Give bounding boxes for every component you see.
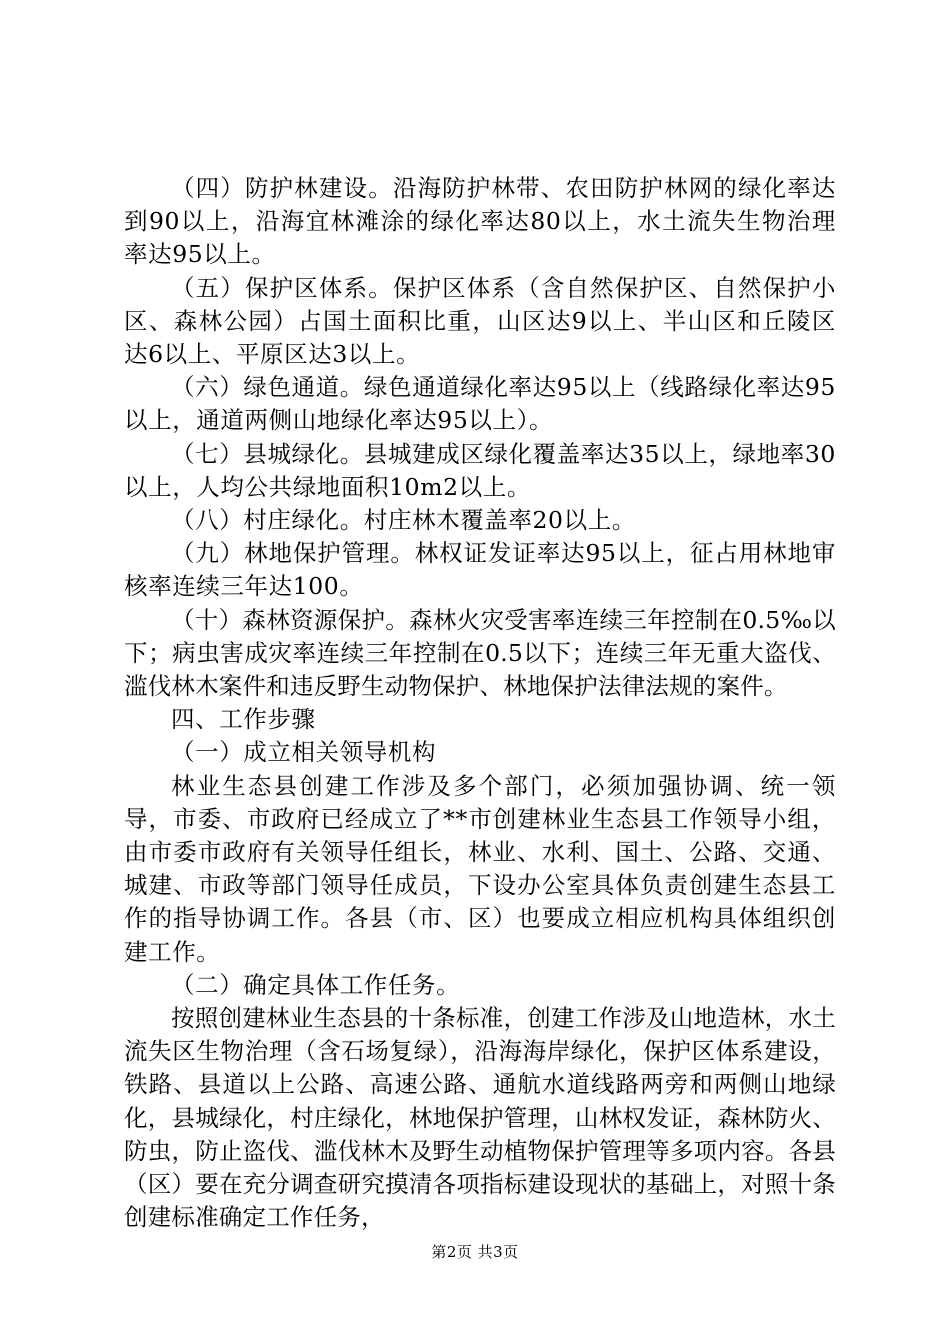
subheading-tasks: （二）确定具体工作任务。 [171, 970, 461, 999]
paragraph-reserve-system: （五）保护区体系。保护区体系（含自然保护区、自然保护小区、森林公园）占国土面积比重，山区达9以上、半山区和丘陵区达6以上、平原区达3以上。 [124, 273, 836, 369]
page-footer: 第2页 共3页 [431, 1243, 519, 1261]
paragraph-forest-protection: （十）森林资源保护。森林火灾受害率连续三年控制在0.5‰以下；病虫害成灾率连续三年控制在0.5以下；连续三年无重大盗伐、滥伐林木案件和违反野生动物保护、林地保护法律法规的案件。 [124, 605, 836, 701]
paragraph-leadership: 林业生态县创建工作涉及多个部门，必须加强协调、统一领导，市委、市政府已经成立了**市创建林业生态县工作领导小组，由市委市政府有关领导任组长，林业、水利、国土、公路、交通、城建、市政等部门领导任成员，下设办公室具体负责创建生态县工作的指导协调工作。各县（市、区）也要成立相应机构具体组织创建工作。 [124, 771, 836, 966]
document-body [124, 172, 836, 1235]
paragraph-tasks: 按照创建林业生态县的十条标准，创建工作涉及山地造林，水土流失区生物治理（含石场复绿），沿海海岸绿化，保护区体系建设，铁路、县道以上公路、高速公路、通航水道线路两旁和两侧山地绿化，县城绿化，村庄绿化，林地保护管理，山林权发证，森林防火、防虫，防止盗伐、滥伐林木及野生动植物保护管理等多项内容。各县（区）要在充分调查研究摸清各项指标建设现状的基础上，对照十条创建标准确定工作任务， [124, 1004, 836, 1232]
paragraph-village-greening: （八）村庄绿化。村庄林木覆盖率20以上。 [171, 506, 636, 535]
paragraph-green-corridor: （六）绿色通道。绿色通道绿化率达95以上（线路绿化率达95以上，通道两侧山地绿化率达95以上）。 [124, 373, 836, 435]
subheading-leadership: （一）成立相关领导机构 [171, 738, 437, 767]
paragraph-county-greening: （七）县城绿化。县城建成区绿化覆盖率达35以上，绿地率30以上，人均公共绿地面积10m2以上。 [124, 439, 836, 501]
paragraph-forestland-management: （九）林地保护管理。林权证发证率达95以上，征占用林地审核率连续三年达100。 [124, 539, 836, 601]
section-heading-work-steps: 四、工作步骤 [171, 705, 316, 734]
paragraph-shelterbelt: （四）防护林建设。沿海防护林带、农田防护林网的绿化率达到90以上，沿海宜林滩涂的绿化率达80以上，水土流失生物治理率达95以上。 [124, 174, 836, 269]
